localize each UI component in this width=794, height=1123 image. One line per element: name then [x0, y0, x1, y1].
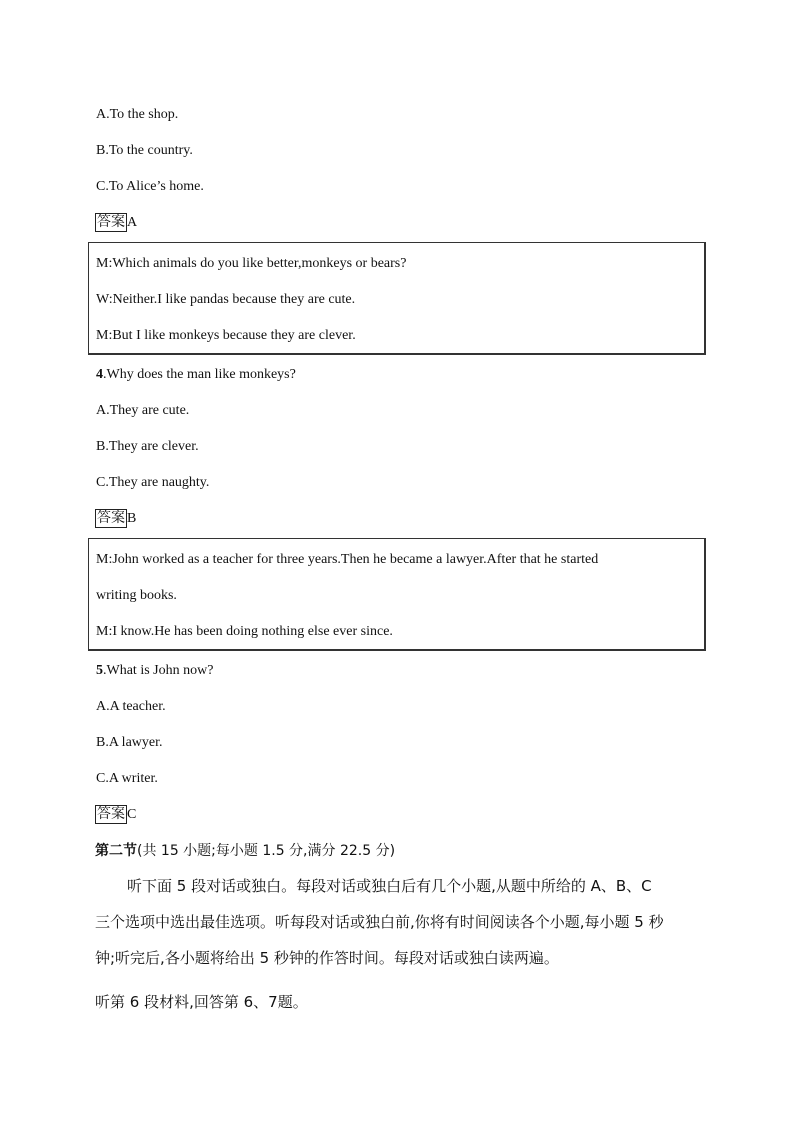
dialog-box-5	[88, 538, 706, 651]
q4-option-a: A.They are cute.	[96, 403, 190, 418]
q5-option-c: C.A writer.	[96, 771, 158, 786]
section-2-title: 第二节	[95, 843, 137, 859]
q3-answer	[95, 213, 137, 232]
instruction-line-1: 听下面 5 段对话或独白。每段对话或独白后有几个小题,从题中所给的 A、B、C	[127, 877, 652, 895]
q5-number: 5	[96, 663, 103, 678]
section-2-heading	[95, 842, 395, 861]
dialog5-line-2: writing books.	[96, 588, 177, 603]
q3-option-b: B.To the country.	[96, 143, 193, 158]
q5-answer	[95, 805, 136, 824]
dialog4-line-3: M:But I like monkeys because they are clever.	[96, 328, 356, 343]
answer-label: 答案	[97, 510, 125, 526]
q5-text: .What is John now?	[103, 663, 214, 678]
dialog5-line-3: M:I know.He has been doing nothing else ever since.	[96, 624, 393, 639]
q5-option-b: B.A lawyer.	[96, 735, 163, 750]
q4-answer-value: B	[127, 511, 137, 526]
answer-label: 答案	[97, 214, 125, 230]
question-5	[96, 662, 213, 680]
dialog5-line-1: M:John worked as a teacher for three years.Then he became a lawyer.After that he started	[96, 552, 599, 567]
section-2-info: (共 15 小题;每小题 1.5 分,满分 22.5 分)	[137, 843, 396, 859]
dialog-box-4	[88, 242, 706, 355]
answer-label: 答案	[97, 806, 125, 822]
q4-option-b: B.They are clever.	[96, 439, 199, 454]
listen-prompt: 听第 6 段材料,回答第 6、7题。	[95, 993, 308, 1011]
q5-option-a: A.A teacher.	[96, 699, 166, 714]
q3-option-a: A.To the shop.	[96, 107, 179, 122]
q4-text: .Why does the man like monkeys?	[103, 367, 296, 382]
q3-option-c: C.To Alice’s home.	[96, 179, 204, 194]
dialog4-line-2: W:Neither.I like pandas because they are cute.	[96, 292, 356, 307]
q4-option-c: C.They are naughty.	[96, 475, 210, 490]
q3-answer-value: A	[127, 215, 138, 230]
instruction-line-3: 钟;听完后,各小题将给出 5 秒钟的作答时间。每段对话或独白读两遍。	[95, 949, 559, 967]
q5-answer-value: C	[127, 807, 137, 822]
q4-number: 4	[96, 367, 103, 382]
instruction-line-2: 三个选项中选出最佳选项。听每段对话或独白前,你将有时间阅读各个小题,每小题 5 秒	[95, 913, 664, 931]
question-4	[96, 366, 296, 384]
q4-answer	[95, 509, 136, 528]
dialog4-line-1: M:Which animals do you like better,monkeys or bears?	[96, 256, 407, 271]
